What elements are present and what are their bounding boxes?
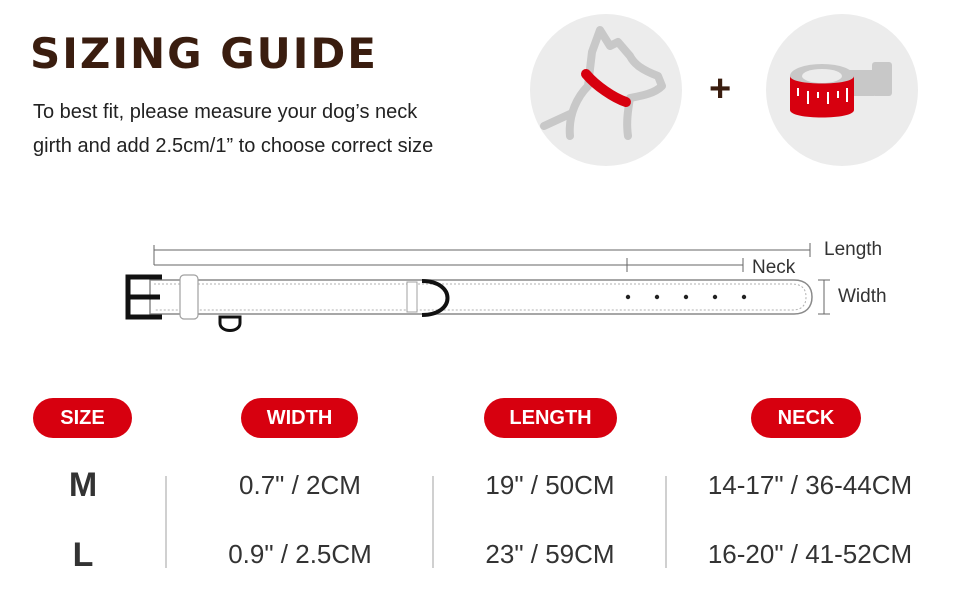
measuring-tape-icon [766,14,918,166]
neck-cell: 16-20" / 41-52CM [707,539,913,569]
neck-cell: 14-17" / 36-44CM [707,470,913,500]
dog-neck-icon [530,14,682,166]
length-label: Length [824,239,883,260]
description [33,95,503,163]
width-label: Width [838,286,887,307]
page-title: SIZING GUIDE [30,29,378,78]
header-length: LENGTH [484,398,617,438]
length-cell: 19" / 50CM [485,470,615,500]
width-cell: 0.7" / 2CM [239,470,361,500]
column-divider [165,476,167,568]
header-size: SIZE [33,398,132,438]
width-cell: 0.9" / 2.5CM [228,539,372,569]
column-divider [432,476,434,568]
length-cell: 23" / 59CM [485,539,615,569]
plus-icon: + [709,68,732,110]
size-cell: M [68,466,98,504]
size-cell: L [72,536,94,574]
header-neck: NECK [751,398,861,438]
column-divider [665,476,667,568]
description-line-1: To best fit, please measure your dog’s neck [33,101,418,123]
neck-label: Neck [752,257,796,278]
description-line-2: girth and add 2.5cm/1” to choose correct size [33,135,434,157]
header-width: WIDTH [241,398,358,438]
